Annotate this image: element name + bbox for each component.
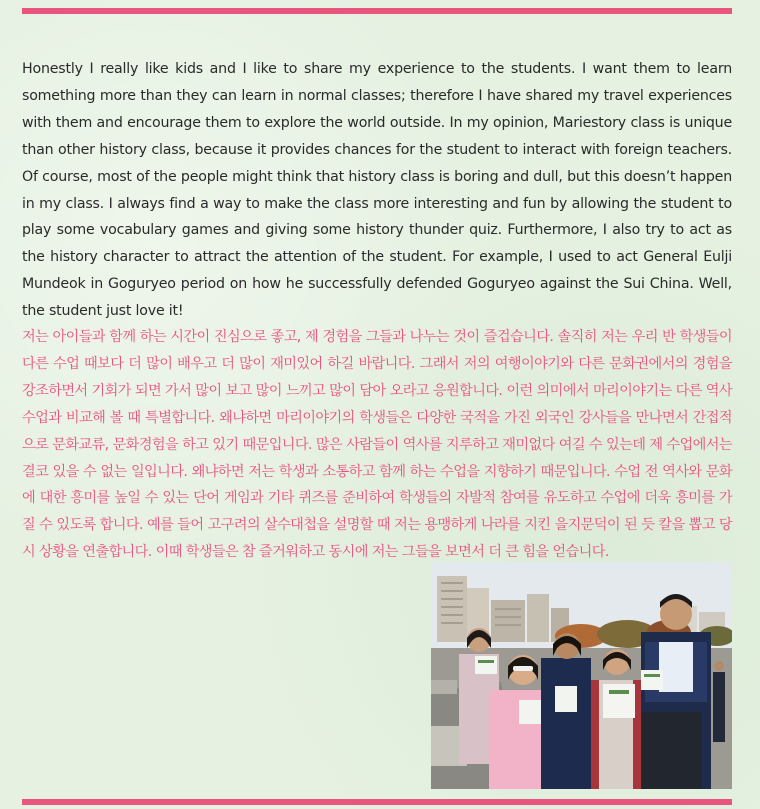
bottom-divider-bar <box>22 799 732 805</box>
korean-paragraph: 저는 아이들과 함께 하는 시간이 진심으로 좋고, 제 경험을 그들과 나누는 것이 즐겁습니다. 솔직히 저는 우리 반 학생들이 다른 수업 때보다 더 많이 배우고 더 많이 재미있어 하길 바랍니다. 그래서 저의 여행이야기와 다른 문화권에서의 경험을 강조하면서 기회가 되면 가서 많이 보고 많이 느끼고 많이 담아 오라고 응원합니다. 이런 의미에서 마리이야기는 다른 역사 수업과 비교해 볼 때 특별합니다. 왜냐하면 마리이야기의 학생들은 다양한 국적을 가진 외국인 강사들을 만나면서 간접적으로 문화교류, 문화경험을 하고 있기 때문입니다. 많은 사람들이 역사를 지루하고 재미없다 여길 수 있는데 제 수업에서는 결코 있을 수 없는 일입니다. 왜냐하면 저는 학생과 소통하고 함께 하는 수업을 지향하기 때문입니다. 수업 전 역사와 문화에 대한 흥미를 높일 수 있는 단어 게임과 기타 퀴즈를 준비하여 학생들의 자발적 참여를 유도하고 수업에 더욱 흥미를 가질 수 있도록 합니다. 예를 들어 고구려의 살수대첩을 설명할 때 저는 용맹하게 나라를 지킨 을지문덕이 된 듯 칼을 뽑고 당시 상황을 연출합니다. 이때 학생들은 참 즐거워하고 동시에 저는 그들을 보면서 더 큰 힘을 얻습니다. <box>22 329 732 561</box>
class-group-photo <box>431 562 732 789</box>
top-divider-bar <box>22 8 732 14</box>
english-paragraph: Honestly I really like kids and I like to share my experience to the students. I want them to learn something more than they can learn in normal classes; therefore I have shared my travel experiences with them and encourage them to explore the world outside. In my opinion, Mariestory class is unique than other history class, because it provides chances for the student to interact with foreign teachers. Of course, most of the people might think that history class is boring and dull, but this doesn’t happen in my class. I always find a way to make the class more interesting and fun by allowing the student to play some vocabulary games and giving some history thunder quiz. Furthermore, I also try to act as the history character to attract the attention of the student. For example, I used to act General Eulji Mundeok in Goguryeo period on how he successfully defended Goguryeo against the Sui China. Well, the student just love it! <box>22 61 732 320</box>
